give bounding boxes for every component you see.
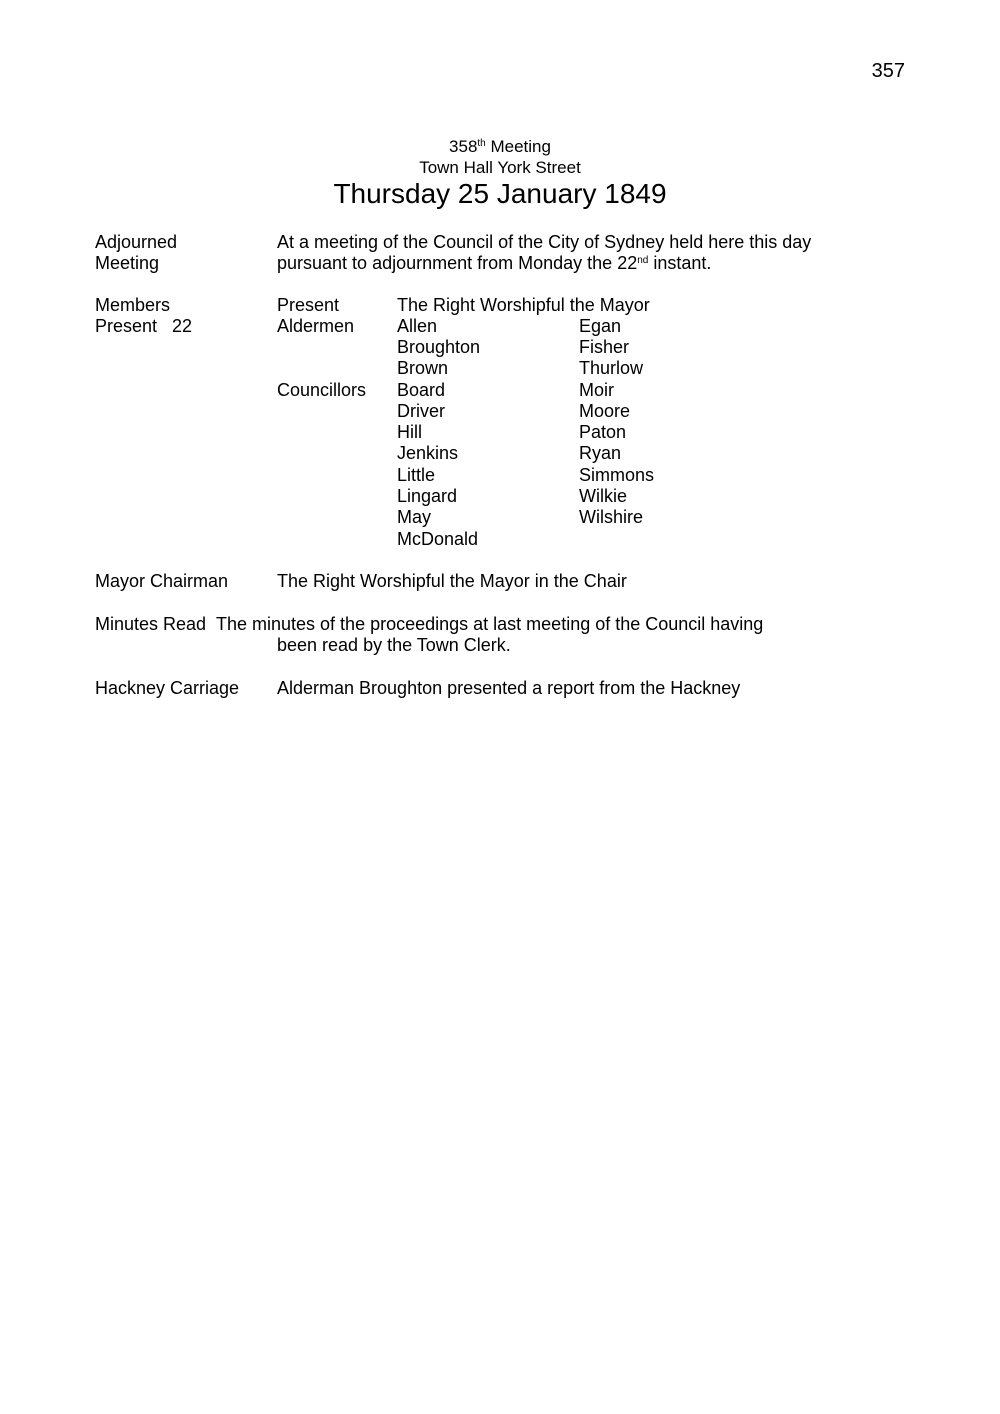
councillor-name: Lingard: [397, 486, 458, 506]
councillor-name: May: [397, 507, 432, 527]
margin-adjourned: Adjourned: [95, 232, 178, 252]
margin-mayor-chairman: Mayor Chairman: [95, 571, 229, 591]
alderman-name: Allen: [397, 316, 438, 336]
councillor-name: Driver: [397, 401, 445, 421]
margin-meeting: Meeting: [95, 253, 160, 273]
minutes-line-1: The minutes of the proceedings at last meeting of the Council having: [216, 614, 764, 634]
margin-hackney-carriage: Hackney Carriage: [95, 678, 240, 698]
councillor-name: Paton: [579, 422, 627, 442]
margin-present-count: Present 22: [95, 316, 193, 336]
councillor-name: Moore: [579, 401, 631, 421]
adjourned-line-2-text: pursuant to adjournment from Monday the 22: [277, 253, 638, 273]
present-label: Present: [277, 295, 340, 315]
meeting-date-title: Thursday 25 January 1849: [333, 178, 667, 209]
adjourned-line-2-end: instant.: [648, 253, 712, 273]
hackney-text: Alderman Broughton presented a report from the Hackney: [277, 678, 741, 698]
councillor-name: Wilshire: [579, 507, 644, 527]
present-text: The Right Worshipful the Mayor: [397, 295, 650, 315]
adjourned-line-2: [277, 253, 711, 274]
margin-minutes-read: Minutes Read: [95, 614, 207, 634]
alderman-name: Egan: [579, 316, 622, 336]
adjourned-date-suffix: nd: [637, 255, 649, 266]
page-number: 357: [871, 60, 905, 82]
councillors-label: Councillors: [277, 380, 367, 400]
meeting-number: [0, 137, 1000, 157]
alderman-name: Broughton: [397, 337, 481, 357]
meeting-number-value: 358: [449, 137, 478, 156]
councillor-name: Hill: [397, 422, 422, 442]
councillor-name: Simmons: [579, 465, 655, 485]
councillor-name: Wilkie: [579, 486, 627, 506]
councillor-name: Jenkins: [397, 443, 459, 463]
minutes-line-2: been read by the Town Clerk.: [277, 635, 511, 655]
adjourned-line-1: At a meeting of the Council of the City of Sydney held here this day: [277, 232, 812, 252]
meeting-venue: Town Hall York Street: [419, 158, 581, 177]
alderman-name: Fisher: [579, 337, 630, 357]
councillor-name: McDonald: [397, 529, 479, 549]
alderman-name: Brown: [397, 358, 449, 378]
councillor-name: Ryan: [579, 443, 622, 463]
aldermen-label: Aldermen: [277, 316, 355, 336]
councillor-name: Moir: [579, 380, 614, 400]
meeting-number-suffix: th: [477, 138, 486, 149]
councillor-name: Board: [397, 380, 446, 400]
alderman-name: Thurlow: [579, 358, 644, 378]
meeting-word: Meeting: [485, 137, 551, 156]
margin-members: Members: [95, 295, 171, 315]
chairman-text: The Right Worshipful the Mayor in the Chair: [277, 571, 627, 591]
councillor-name: Little: [397, 465, 436, 485]
